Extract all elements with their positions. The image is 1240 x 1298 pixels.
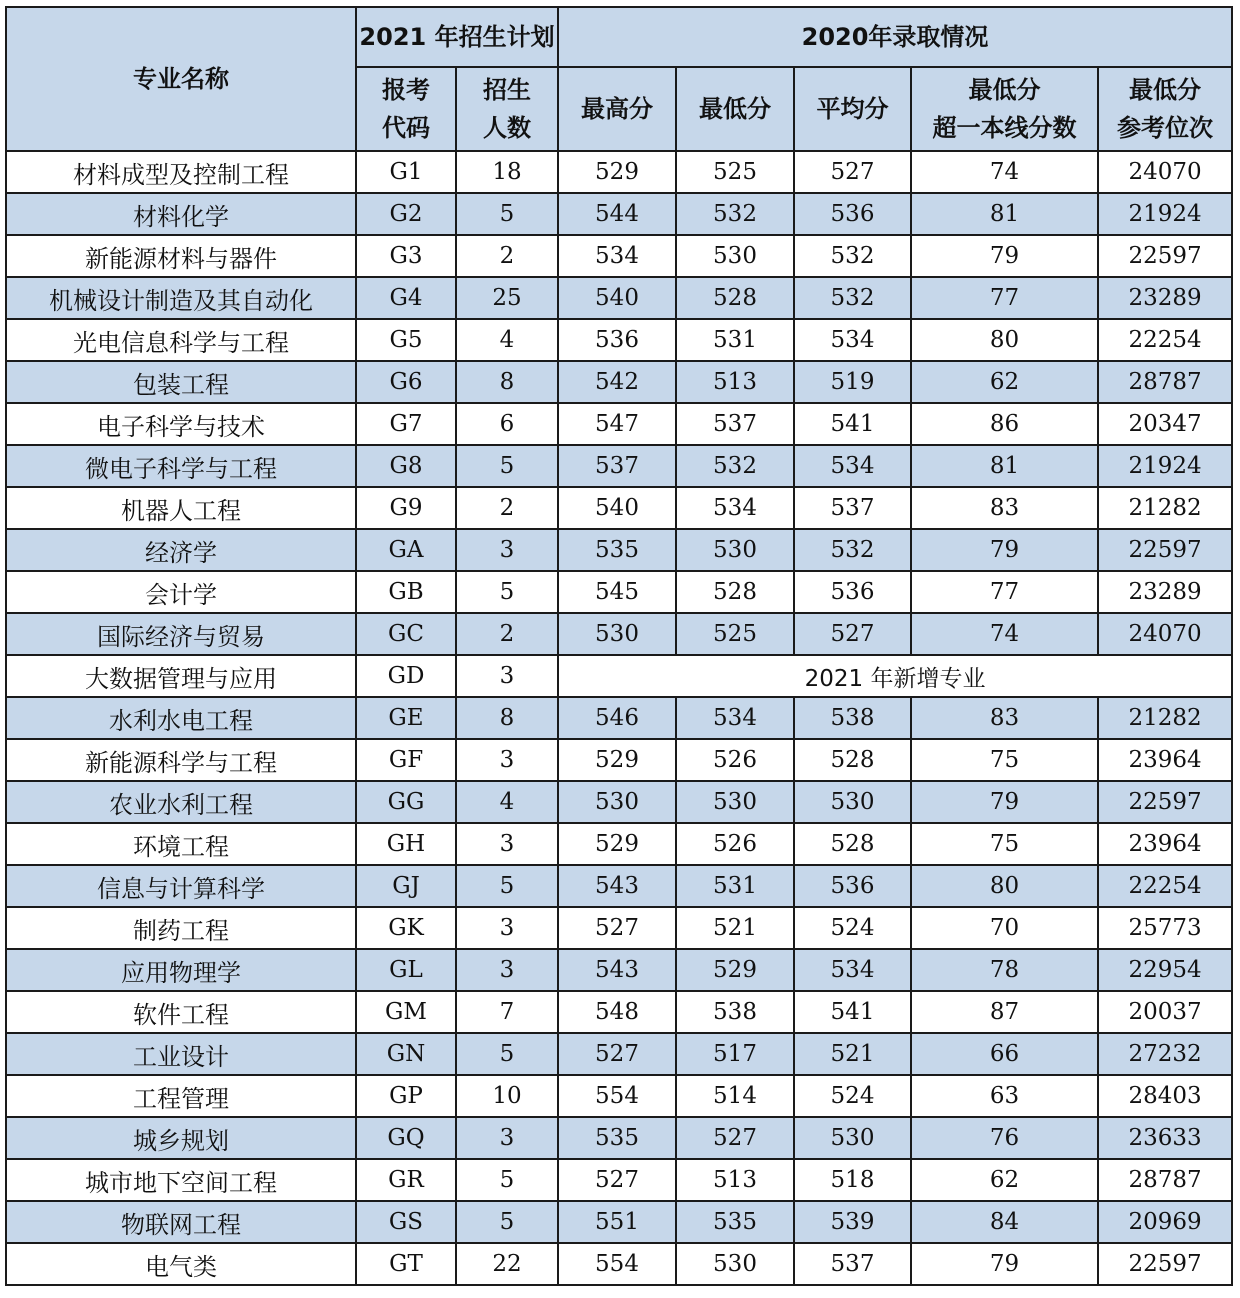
- cell-avg: 532: [794, 529, 911, 571]
- cell-rank: 22597: [1098, 529, 1232, 571]
- cell-code: G1: [356, 151, 456, 193]
- table-row: [6, 1075, 1232, 1117]
- cell-max: 534: [558, 235, 676, 277]
- cell-count: 6: [456, 403, 558, 445]
- cell-min: 535: [676, 1201, 794, 1243]
- cell-over: 81: [911, 193, 1098, 235]
- cell-avg: 527: [794, 151, 911, 193]
- cell-code: GM: [356, 991, 456, 1033]
- cell-avg: 536: [794, 865, 911, 907]
- cell-max: 535: [558, 1117, 676, 1159]
- cell-count: 7: [456, 991, 558, 1033]
- cell-count: 5: [456, 193, 558, 235]
- header-max-score: 最高分: [558, 67, 676, 151]
- cell-code: GS: [356, 1201, 456, 1243]
- cell-rank: 25773: [1098, 907, 1232, 949]
- table-row: [6, 1201, 1232, 1243]
- cell-name: 包装工程: [6, 361, 356, 403]
- header-count-line1: 招生: [483, 76, 531, 104]
- cell-rank: 23964: [1098, 823, 1232, 865]
- cell-name: 工程管理: [6, 1075, 356, 1117]
- cell-rank: 22254: [1098, 865, 1232, 907]
- header-over-line2: 超一本线分数: [932, 114, 1077, 142]
- cell-max: 527: [558, 1033, 676, 1075]
- cell-over: 62: [911, 361, 1098, 403]
- cell-max: 542: [558, 361, 676, 403]
- cell-max: 537: [558, 445, 676, 487]
- cell-max: 551: [558, 1201, 676, 1243]
- cell-count: 10: [456, 1075, 558, 1117]
- cell-rank: 28787: [1098, 1159, 1232, 1201]
- cell-count: 3: [456, 529, 558, 571]
- cell-code: GA: [356, 529, 456, 571]
- cell-count: 5: [456, 445, 558, 487]
- table-row: [6, 1117, 1232, 1159]
- cell-avg: 530: [794, 1117, 911, 1159]
- cell-code: GD: [356, 655, 456, 697]
- cell-rank: 28403: [1098, 1075, 1232, 1117]
- cell-code: G5: [356, 319, 456, 361]
- cell-code: GC: [356, 613, 456, 655]
- cell-rank: 23289: [1098, 571, 1232, 613]
- cell-code: GN: [356, 1033, 456, 1075]
- cell-name: 水利水电工程: [6, 697, 356, 739]
- cell-over: 76: [911, 1117, 1098, 1159]
- cell-over: 70: [911, 907, 1098, 949]
- cell-min: 526: [676, 739, 794, 781]
- cell-over: 86: [911, 403, 1098, 445]
- cell-over: 84: [911, 1201, 1098, 1243]
- table-row: [6, 1159, 1232, 1201]
- table-row: [6, 907, 1232, 949]
- header-rank: [1098, 67, 1232, 151]
- cell-max: 535: [558, 529, 676, 571]
- header-rank-line2: 参考位次: [1117, 114, 1214, 142]
- cell-avg: 521: [794, 1033, 911, 1075]
- cell-over: 81: [911, 445, 1098, 487]
- cell-over: 63: [911, 1075, 1098, 1117]
- cell-code: GE: [356, 697, 456, 739]
- cell-min: 530: [676, 781, 794, 823]
- cell-avg: 532: [794, 235, 911, 277]
- cell-min: 534: [676, 697, 794, 739]
- cell-min: 532: [676, 445, 794, 487]
- cell-code: G4: [356, 277, 456, 319]
- cell-rank: 23633: [1098, 1117, 1232, 1159]
- cell-avg: 537: [794, 1243, 911, 1285]
- cell-avg: 518: [794, 1159, 911, 1201]
- cell-count: 18: [456, 151, 558, 193]
- cell-count: 2: [456, 613, 558, 655]
- cell-min: 528: [676, 571, 794, 613]
- cell-count: 25: [456, 277, 558, 319]
- cell-max: 529: [558, 823, 676, 865]
- cell-over: 75: [911, 823, 1098, 865]
- cell-note: 2021 年新增专业: [558, 655, 1232, 697]
- cell-max: 530: [558, 781, 676, 823]
- cell-name: 机械设计制造及其自动化: [6, 277, 356, 319]
- header-rank-line1: 最低分: [1129, 76, 1202, 104]
- cell-name: 环境工程: [6, 823, 356, 865]
- cell-name: 电子科学与技术: [6, 403, 356, 445]
- cell-rank: 21924: [1098, 193, 1232, 235]
- cell-name: 农业水利工程: [6, 781, 356, 823]
- cell-avg: 524: [794, 1075, 911, 1117]
- cell-min: 531: [676, 319, 794, 361]
- cell-name: 经济学: [6, 529, 356, 571]
- cell-name: 新能源科学与工程: [6, 739, 356, 781]
- cell-rank: 20347: [1098, 403, 1232, 445]
- table-row: [6, 1243, 1232, 1285]
- cell-rank: 22597: [1098, 235, 1232, 277]
- cell-avg: 528: [794, 739, 911, 781]
- cell-over: 87: [911, 991, 1098, 1033]
- cell-code: GQ: [356, 1117, 456, 1159]
- cell-max: 545: [558, 571, 676, 613]
- cell-avg: 530: [794, 781, 911, 823]
- table-row: [6, 865, 1232, 907]
- cell-avg: 539: [794, 1201, 911, 1243]
- cell-max: 527: [558, 907, 676, 949]
- cell-count: 3: [456, 739, 558, 781]
- cell-max: 529: [558, 739, 676, 781]
- cell-rank: 24070: [1098, 151, 1232, 193]
- header-major-name: 专业名称: [6, 7, 356, 151]
- cell-rank: 22597: [1098, 781, 1232, 823]
- cell-count: 3: [456, 907, 558, 949]
- table-row: [6, 991, 1232, 1033]
- header-avg-score: 平均分: [794, 67, 911, 151]
- cell-code: GJ: [356, 865, 456, 907]
- cell-over: 79: [911, 529, 1098, 571]
- table-row: [6, 193, 1232, 235]
- cell-over: 74: [911, 151, 1098, 193]
- cell-min: 528: [676, 277, 794, 319]
- cell-count: 3: [456, 949, 558, 991]
- cell-count: 2: [456, 235, 558, 277]
- cell-name: 信息与计算科学: [6, 865, 356, 907]
- cell-avg: 532: [794, 277, 911, 319]
- cell-max: 548: [558, 991, 676, 1033]
- cell-code: GK: [356, 907, 456, 949]
- cell-name: 工业设计: [6, 1033, 356, 1075]
- table-row: [6, 319, 1232, 361]
- header-code: [356, 67, 456, 151]
- cell-rank: 28787: [1098, 361, 1232, 403]
- cell-code: G2: [356, 193, 456, 235]
- cell-avg: 534: [794, 319, 911, 361]
- cell-avg: 537: [794, 487, 911, 529]
- cell-count: 2: [456, 487, 558, 529]
- cell-over: 83: [911, 697, 1098, 739]
- header-result-group: 2020年录取情况: [558, 7, 1232, 67]
- header-plan-group: 2021 年招生计划: [356, 7, 558, 67]
- table-body: [6, 151, 1232, 1285]
- cell-name: 电气类: [6, 1243, 356, 1285]
- cell-rank: 21282: [1098, 487, 1232, 529]
- table-header: [6, 7, 1232, 151]
- cell-code: G3: [356, 235, 456, 277]
- cell-min: 530: [676, 529, 794, 571]
- cell-max: 546: [558, 697, 676, 739]
- cell-count: 3: [456, 823, 558, 865]
- cell-count: 5: [456, 1201, 558, 1243]
- table-row: [6, 277, 1232, 319]
- cell-name: 材料成型及控制工程: [6, 151, 356, 193]
- cell-name: 新能源材料与器件: [6, 235, 356, 277]
- cell-min: 534: [676, 487, 794, 529]
- cell-name: 物联网工程: [6, 1201, 356, 1243]
- header-over-line1: 最低分: [968, 76, 1041, 104]
- cell-max: 540: [558, 487, 676, 529]
- cell-count: 5: [456, 1159, 558, 1201]
- table-row: [6, 697, 1232, 739]
- table-row: [6, 445, 1232, 487]
- cell-avg: 536: [794, 571, 911, 613]
- cell-code: GP: [356, 1075, 456, 1117]
- cell-count: 22: [456, 1243, 558, 1285]
- cell-name: 软件工程: [6, 991, 356, 1033]
- cell-count: 8: [456, 697, 558, 739]
- header-code-line1: 报考: [382, 76, 430, 104]
- cell-name: 会计学: [6, 571, 356, 613]
- cell-avg: 534: [794, 949, 911, 991]
- cell-over: 74: [911, 613, 1098, 655]
- cell-rank: 21282: [1098, 697, 1232, 739]
- cell-max: 554: [558, 1243, 676, 1285]
- header-count-line2: 人数: [483, 114, 531, 142]
- cell-min: 537: [676, 403, 794, 445]
- cell-min: 517: [676, 1033, 794, 1075]
- header-min-score: 最低分: [676, 67, 794, 151]
- cell-count: 5: [456, 571, 558, 613]
- cell-over: 77: [911, 277, 1098, 319]
- cell-name: 光电信息科学与工程: [6, 319, 356, 361]
- cell-rank: 24070: [1098, 613, 1232, 655]
- admission-table: [5, 6, 1233, 1286]
- cell-name: 应用物理学: [6, 949, 356, 991]
- cell-rank: 22954: [1098, 949, 1232, 991]
- cell-rank: 23289: [1098, 277, 1232, 319]
- cell-over: 78: [911, 949, 1098, 991]
- table-row: [6, 529, 1232, 571]
- cell-min: 530: [676, 235, 794, 277]
- cell-over: 75: [911, 739, 1098, 781]
- cell-over: 80: [911, 865, 1098, 907]
- cell-min: 525: [676, 151, 794, 193]
- cell-name: 大数据管理与应用: [6, 655, 356, 697]
- cell-name: 材料化学: [6, 193, 356, 235]
- cell-over: 77: [911, 571, 1098, 613]
- cell-code: GG: [356, 781, 456, 823]
- cell-min: 530: [676, 1243, 794, 1285]
- cell-max: 536: [558, 319, 676, 361]
- cell-over: 83: [911, 487, 1098, 529]
- cell-code: GH: [356, 823, 456, 865]
- cell-code: GR: [356, 1159, 456, 1201]
- cell-min: 521: [676, 907, 794, 949]
- cell-avg: 527: [794, 613, 911, 655]
- table-row: [6, 235, 1232, 277]
- cell-avg: 541: [794, 403, 911, 445]
- cell-over: 62: [911, 1159, 1098, 1201]
- cell-code: GT: [356, 1243, 456, 1285]
- table-row: [6, 1033, 1232, 1075]
- cell-rank: 22254: [1098, 319, 1232, 361]
- table-row: [6, 823, 1232, 865]
- cell-avg: 536: [794, 193, 911, 235]
- cell-max: 529: [558, 151, 676, 193]
- cell-rank: 20037: [1098, 991, 1232, 1033]
- cell-rank: 20969: [1098, 1201, 1232, 1243]
- cell-avg: 541: [794, 991, 911, 1033]
- cell-over: 80: [911, 319, 1098, 361]
- cell-min: 526: [676, 823, 794, 865]
- cell-min: 538: [676, 991, 794, 1033]
- cell-max: 543: [558, 949, 676, 991]
- cell-min: 513: [676, 361, 794, 403]
- cell-max: 527: [558, 1159, 676, 1201]
- cell-max: 543: [558, 865, 676, 907]
- cell-count: 4: [456, 319, 558, 361]
- cell-count: 5: [456, 1033, 558, 1075]
- cell-count: 8: [456, 361, 558, 403]
- table-row: [6, 655, 1232, 697]
- cell-over: 79: [911, 1243, 1098, 1285]
- cell-min: 513: [676, 1159, 794, 1201]
- cell-max: 530: [558, 613, 676, 655]
- cell-name: 国际经济与贸易: [6, 613, 356, 655]
- cell-over: 66: [911, 1033, 1098, 1075]
- cell-min: 529: [676, 949, 794, 991]
- cell-rank: 27232: [1098, 1033, 1232, 1075]
- cell-code: G9: [356, 487, 456, 529]
- table-row: [6, 151, 1232, 193]
- table-row: [6, 949, 1232, 991]
- cell-over: 79: [911, 235, 1098, 277]
- header-count: [456, 67, 558, 151]
- cell-avg: 519: [794, 361, 911, 403]
- table-row: [6, 487, 1232, 529]
- table-row: [6, 739, 1232, 781]
- cell-max: 547: [558, 403, 676, 445]
- cell-code: GF: [356, 739, 456, 781]
- cell-code: G7: [356, 403, 456, 445]
- cell-name: 机器人工程: [6, 487, 356, 529]
- cell-min: 532: [676, 193, 794, 235]
- table-row: [6, 613, 1232, 655]
- cell-avg: 528: [794, 823, 911, 865]
- cell-min: 531: [676, 865, 794, 907]
- cell-avg: 534: [794, 445, 911, 487]
- cell-min: 514: [676, 1075, 794, 1117]
- cell-code: G8: [356, 445, 456, 487]
- cell-name: 城乡规划: [6, 1117, 356, 1159]
- table-row: [6, 361, 1232, 403]
- cell-max: 554: [558, 1075, 676, 1117]
- cell-count: 3: [456, 1117, 558, 1159]
- table-row: [6, 571, 1232, 613]
- cell-code: G6: [356, 361, 456, 403]
- cell-max: 544: [558, 193, 676, 235]
- cell-max: 540: [558, 277, 676, 319]
- cell-avg: 538: [794, 697, 911, 739]
- cell-over: 79: [911, 781, 1098, 823]
- cell-name: 微电子科学与工程: [6, 445, 356, 487]
- cell-code: GL: [356, 949, 456, 991]
- cell-min: 525: [676, 613, 794, 655]
- table-row: [6, 781, 1232, 823]
- cell-rank: 21924: [1098, 445, 1232, 487]
- cell-avg: 524: [794, 907, 911, 949]
- cell-count: 3: [456, 655, 558, 697]
- header-code-line2: 代码: [382, 114, 430, 142]
- cell-code: GB: [356, 571, 456, 613]
- cell-min: 527: [676, 1117, 794, 1159]
- header-over-line: [911, 67, 1098, 151]
- cell-name: 制药工程: [6, 907, 356, 949]
- cell-rank: 22597: [1098, 1243, 1232, 1285]
- cell-count: 4: [456, 781, 558, 823]
- cell-count: 5: [456, 865, 558, 907]
- table-row: [6, 403, 1232, 445]
- cell-name: 城市地下空间工程: [6, 1159, 356, 1201]
- cell-rank: 23964: [1098, 739, 1232, 781]
